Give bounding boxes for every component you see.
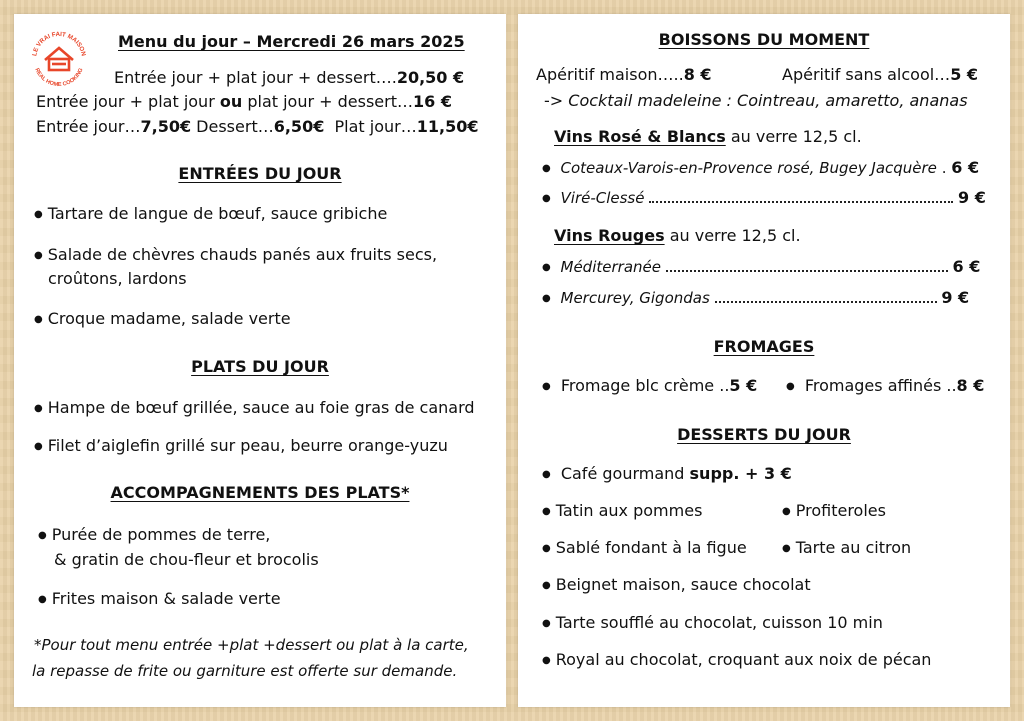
dessert-item: ● Profiteroles — [782, 501, 886, 520]
entree-item-continued: croûtons, lardons — [48, 269, 187, 288]
logo-top-text: LE VRAI FAIT MAISON — [31, 30, 87, 57]
logo-bottom-text: REAL HOME COOKING — [33, 67, 85, 89]
house-logo-icon — [28, 28, 90, 90]
formula3-entree-price: 7,50€ — [140, 117, 192, 136]
vins-rouges-title: Vins Rouges — [554, 226, 665, 245]
dessert-item — [542, 464, 792, 483]
svg-text:LE VRAI FAIT MAISON — [31, 31, 87, 57]
vins-rouges-volume: au verre 12,5 cl. — [664, 226, 801, 245]
dessert-item: ● Royal au chocolat, croquant aux noix de pécan — [542, 650, 931, 669]
entrees-heading: ENTRÉES DU JOUR — [178, 164, 342, 183]
entree-item: ● Salade de chèvres chauds panés aux fruits secs, — [34, 245, 437, 264]
formula-two-courses — [36, 92, 452, 111]
formula3-plat-price: 11,50€ — [416, 117, 479, 136]
accompagnement-item: ● Frites maison & salade verte — [38, 589, 281, 608]
dessert-item: ● Sablé fondant à la figue — [542, 538, 747, 557]
wine-price: 9 € — [941, 288, 970, 307]
footnote-line-2: la repasse de frite ou garniture est offerte sur demande. — [32, 662, 458, 680]
fromage-price: 8 € — [956, 376, 985, 395]
cocktail-line — [544, 91, 968, 110]
wine-item — [542, 188, 986, 207]
wine-name: Coteaux-Varois-en-Provence rosé, Bugey Jacquère — [560, 159, 937, 177]
desserts-heading: DESSERTS DU JOUR — [677, 425, 851, 444]
accompagnement-item: ● Purée de pommes de terre, — [38, 525, 270, 544]
accompagnement-item-continued: & gratin de chou-fleur et brocolis — [54, 550, 319, 569]
plats-heading: PLATS DU JOUR — [191, 357, 329, 376]
footnote-line-1: *Pour tout menu entrée +plat +dessert ou plat à la carte, — [34, 636, 469, 654]
wine-name: Méditerranée — [560, 258, 661, 276]
vins-rose-blancs-title: Vins Rosé & Blancs — [554, 127, 726, 146]
dessert-item: ● Tatin aux pommes — [542, 501, 702, 520]
aperitif-maison — [536, 65, 712, 84]
boissons-heading: BOISSONS DU MOMENT — [658, 30, 870, 49]
aperitif-sans-alcool — [782, 65, 978, 84]
formula2-part-a: Entrée jour + plat jour — [36, 92, 220, 111]
aperitif-sans-alcool-price: 5 € — [950, 65, 979, 84]
wine-name: Viré-Clessé — [560, 189, 645, 207]
vins-rose-blancs-header — [554, 127, 862, 146]
fromage-label: Fromage blc crème .. — [560, 376, 730, 395]
fromage-price: 5 € — [729, 376, 758, 395]
formula2-part-b: plat jour + dessert… — [242, 92, 413, 111]
formula-single-items — [36, 117, 478, 136]
wine-item — [542, 158, 979, 177]
dessert-item: ● Tarte au citron — [782, 538, 911, 557]
wine-name: Mercurey, Gigondas — [560, 289, 710, 307]
formula2-ou: ou — [219, 92, 243, 111]
fromage-label: Fromages affinés .. — [804, 376, 957, 395]
dessert-item: ● Tarte soufflé au chocolat, cuisson 10 min — [542, 613, 883, 632]
menu-left-page — [14, 14, 506, 707]
formula3-entree-label: Entrée jour… — [36, 117, 141, 136]
accompagnements-heading: ACCOMPAGNEMENTS DES PLATS* — [110, 483, 410, 502]
formula1-price: 20,50 € — [396, 68, 465, 87]
cocktail-text: Cocktail madeleine : Cointreau, amaretto, ananas — [568, 91, 968, 110]
wine-price: 6 € — [951, 158, 980, 177]
formula1-label: Entrée jour + plat jour + dessert…. — [114, 68, 397, 87]
dessert-item: ● Beignet maison, sauce chocolat — [542, 575, 811, 594]
plat-item: ● Filet d’aiglefin grillé sur peau, beurre orange-yuzu — [34, 436, 448, 455]
vins-rose-blancs-volume: au verre 12,5 cl. — [725, 127, 862, 146]
fromage-item — [542, 376, 757, 395]
fromages-heading: FROMAGES — [713, 337, 815, 356]
wine-price: 6 € — [952, 257, 981, 276]
vins-rouges-header — [554, 226, 801, 245]
aperitif-sans-alcool-label: Apéritif sans alcool… — [782, 65, 951, 84]
dot-leader — [715, 301, 937, 303]
wine-item — [542, 288, 969, 307]
formula3-dessert-label: Dessert… — [191, 117, 274, 136]
wine-item — [542, 257, 980, 276]
formula3-plat-label: Plat jour… — [324, 117, 417, 136]
entree-item: ● Tartare de langue de bœuf, sauce gribiche — [34, 204, 387, 223]
entree-item: ● Croque madame, salade verte — [34, 309, 291, 328]
menu-right-page — [518, 14, 1010, 707]
aperitif-maison-price: 8 € — [683, 65, 712, 84]
wine-separator: . — [936, 159, 952, 177]
menu-title: Menu du jour – Mercredi 26 mars 2025 — [118, 32, 465, 51]
plat-item: ● Hampe de bœuf grillée, sauce au foie gras de canard — [34, 398, 475, 417]
formula-entree-plat-dessert — [114, 68, 464, 87]
fromage-item — [786, 376, 984, 395]
cafe-gourmand-supplement: supp. + 3 € — [689, 464, 792, 483]
arrow-icon: -> — [544, 91, 569, 110]
wine-price: 9 € — [958, 188, 986, 207]
dot-leader — [666, 270, 948, 272]
formula3-dessert-price: 6,50€ — [273, 117, 325, 136]
cafe-gourmand-label: Café gourmand — [560, 464, 690, 483]
formula2-price: 16 € — [413, 92, 452, 111]
aperitif-maison-label: Apéritif maison….. — [536, 65, 684, 84]
dot-leader — [649, 201, 953, 203]
